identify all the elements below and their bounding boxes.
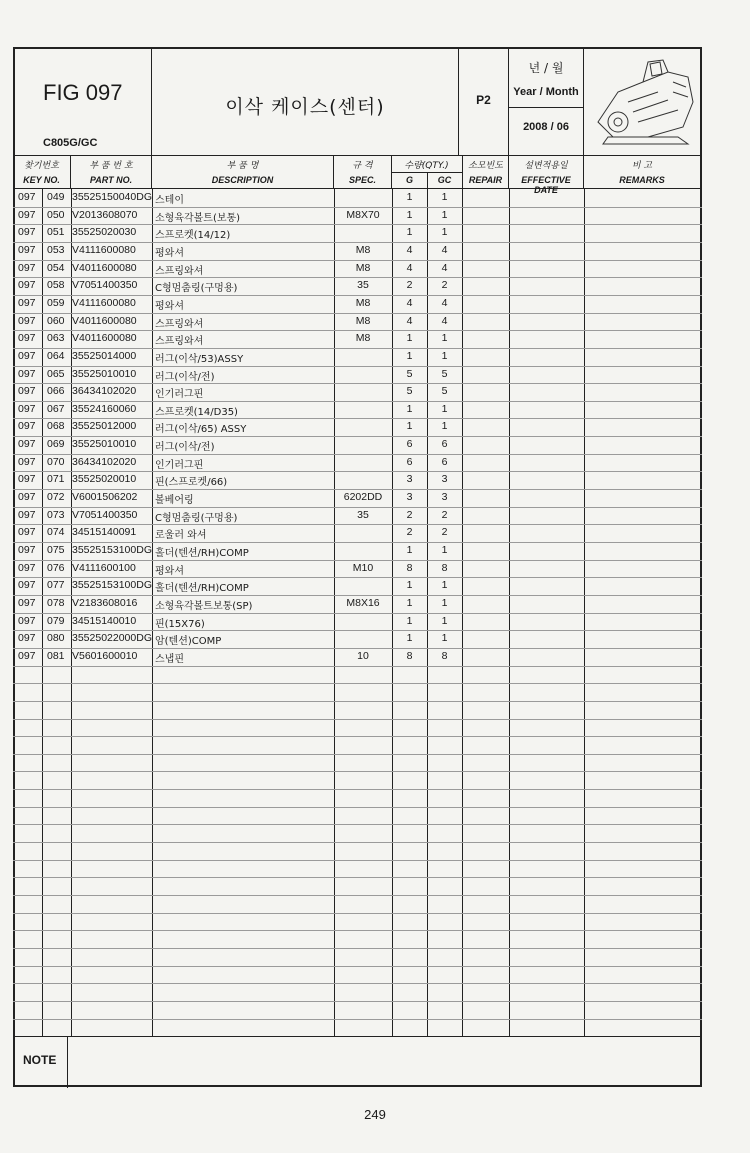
part-number-cell: V2013608070 bbox=[72, 208, 138, 221]
table-row bbox=[13, 507, 702, 525]
fig-number-cell: 097 bbox=[18, 526, 36, 539]
fig-number-cell: 097 bbox=[18, 191, 36, 203]
table-row bbox=[13, 366, 702, 384]
fig-number-cell: 097 bbox=[18, 208, 36, 221]
fig-number-cell: 097 bbox=[18, 314, 36, 327]
description-cell: 평와셔 bbox=[155, 300, 184, 312]
fig-number-cell: 097 bbox=[18, 332, 36, 345]
col-part-kr: 부 품 번 호 bbox=[89, 161, 133, 171]
col-repair-en: REPAIR bbox=[468, 175, 503, 185]
qty-g-cell: 1 bbox=[406, 420, 413, 433]
spec-cell: M10 bbox=[352, 561, 374, 574]
col-key bbox=[13, 156, 71, 188]
column-header bbox=[13, 155, 702, 195]
description-cell: 러그(이삭/65) ASSY bbox=[155, 424, 247, 436]
fig-number-cell: 097 bbox=[18, 473, 36, 486]
key-number-cell: 076 bbox=[47, 561, 65, 574]
fig-number-cell: 097 bbox=[18, 579, 36, 592]
fig-number-cell: 097 bbox=[18, 491, 36, 504]
page-title: 이삭 케이스(센터) bbox=[225, 96, 385, 118]
fig-number-cell: 097 bbox=[18, 349, 36, 362]
qty-g-cell: 1 bbox=[406, 614, 413, 627]
row-divider bbox=[13, 754, 702, 755]
part-number-cell: 34515140010 bbox=[72, 614, 137, 627]
qty-gc-cell: 1 bbox=[441, 596, 448, 609]
row-divider bbox=[13, 666, 702, 667]
row-divider bbox=[13, 1019, 702, 1020]
fig-cell bbox=[13, 47, 152, 155]
fig-number-cell: 097 bbox=[18, 367, 36, 380]
row-divider bbox=[13, 736, 702, 737]
part-number-cell: V2183608016 bbox=[72, 596, 138, 609]
qty-g-cell: 6 bbox=[406, 438, 413, 451]
part-number-cell: V6001506202 bbox=[72, 491, 138, 504]
qty-g-cell: 2 bbox=[406, 526, 413, 539]
figure-number: FIG 097 bbox=[43, 80, 123, 105]
description-cell: 로울러 와셔 bbox=[155, 530, 207, 542]
description-cell: 러그(이삭/전) bbox=[155, 371, 215, 383]
description-cell: 핀(스프로켓/66) bbox=[155, 477, 228, 489]
part-number-cell: 35525012000 bbox=[72, 420, 137, 433]
spec-cell: M8 bbox=[355, 314, 371, 327]
fig-number-cell: 097 bbox=[18, 296, 36, 309]
key-number-cell: 060 bbox=[47, 314, 65, 327]
table-row bbox=[13, 595, 702, 613]
spec-cell: 10 bbox=[357, 649, 369, 662]
key-number-cell: 078 bbox=[47, 596, 65, 609]
model-name: C805G/GC bbox=[43, 137, 98, 149]
fig-number-cell: 097 bbox=[18, 261, 36, 274]
part-number-cell: V4011600080 bbox=[72, 261, 137, 274]
table-row bbox=[13, 613, 702, 631]
description-cell: 평와셔 bbox=[155, 247, 184, 259]
col-eff-en: EFFECTIVE DATE bbox=[521, 175, 571, 195]
qty-gc-cell: 3 bbox=[441, 473, 448, 486]
description-cell: 스프링와셔 bbox=[155, 336, 204, 348]
qty-g-cell: 5 bbox=[406, 367, 413, 380]
col-qty-kr: 수량(QTY.) bbox=[404, 161, 449, 171]
qty-g-cell: 4 bbox=[406, 314, 413, 327]
table-row bbox=[13, 648, 702, 666]
description-cell: C형멈춤링(구멍용) bbox=[155, 512, 238, 524]
row-divider bbox=[13, 948, 702, 949]
col-desc-en: DESCRIPTION bbox=[211, 175, 274, 185]
qty-gc-cell: 1 bbox=[441, 208, 448, 221]
spec-cell: 6202DD bbox=[343, 491, 383, 504]
qty-gc-cell: 1 bbox=[441, 544, 448, 556]
qty-g-cell: 3 bbox=[406, 491, 413, 504]
table-row bbox=[13, 383, 702, 401]
qty-g-cell: 2 bbox=[406, 508, 413, 521]
qty-gc-cell: 6 bbox=[441, 438, 448, 451]
page-number: 249 bbox=[364, 1107, 386, 1122]
description-cell: 스프링와셔 bbox=[155, 318, 204, 330]
qty-g-cell: 2 bbox=[406, 279, 413, 292]
qty-g-cell: 1 bbox=[406, 402, 413, 415]
col-effective bbox=[509, 156, 584, 195]
table-row bbox=[13, 436, 702, 454]
qty-gc-cell: 4 bbox=[441, 261, 448, 274]
row-divider bbox=[13, 842, 702, 843]
col-spec-kr: 규 격 bbox=[352, 161, 373, 171]
fig-number-cell: 097 bbox=[18, 226, 36, 239]
key-number-cell: 080 bbox=[47, 632, 65, 645]
key-number-cell: 070 bbox=[47, 455, 65, 468]
col-part-en: PART NO. bbox=[89, 175, 133, 185]
qty-g-cell: 1 bbox=[406, 349, 413, 362]
key-number-cell: 050 bbox=[47, 208, 65, 221]
part-number-cell: 35525153100DG bbox=[72, 579, 152, 592]
fig-number-cell: 097 bbox=[18, 632, 36, 645]
key-number-cell: 081 bbox=[47, 649, 65, 662]
qty-gc-cell: 4 bbox=[441, 243, 448, 256]
description-cell: 스프로켓(14/D35) bbox=[155, 406, 238, 418]
part-number-cell: 35525022000DG bbox=[72, 632, 152, 645]
col-rem-en: REMARKS bbox=[619, 175, 665, 185]
part-number-cell: 35525150040DG bbox=[72, 191, 152, 203]
qty-gc-cell: 1 bbox=[441, 349, 448, 362]
qty-g-cell: 1 bbox=[406, 191, 413, 203]
description-cell: 핀(15X76) bbox=[155, 618, 205, 630]
note-divider bbox=[67, 1037, 68, 1088]
qty-g-cell: 4 bbox=[406, 243, 413, 256]
table-row bbox=[13, 224, 702, 242]
part-number-cell: 35525010010 bbox=[72, 438, 137, 451]
key-number-cell: 069 bbox=[47, 438, 65, 451]
col-g: G bbox=[405, 175, 413, 185]
qty-gc-cell: 3 bbox=[441, 491, 448, 504]
key-number-cell: 079 bbox=[47, 614, 65, 627]
part-number-cell: V5601600010 bbox=[72, 649, 138, 662]
table-row bbox=[13, 418, 702, 436]
key-number-cell: 051 bbox=[47, 226, 65, 239]
table-row bbox=[13, 401, 702, 419]
col-key-en: KEY NO. bbox=[23, 175, 60, 185]
fig-number-cell: 097 bbox=[18, 279, 36, 292]
table-row bbox=[13, 295, 702, 313]
qty-gc-cell: 2 bbox=[441, 279, 448, 292]
col-gc: GC bbox=[437, 175, 452, 185]
row-divider bbox=[13, 1001, 702, 1002]
row-divider bbox=[13, 913, 702, 914]
col-desc-kr: 부 품 명 bbox=[226, 161, 259, 171]
spec-cell: 35 bbox=[357, 508, 369, 521]
key-number-cell: 054 bbox=[47, 261, 65, 274]
qty-g-cell: 1 bbox=[406, 579, 413, 592]
issue-date: 2008 / 06 bbox=[523, 121, 569, 133]
table-row bbox=[13, 260, 702, 278]
description-cell: 볼베어링 bbox=[155, 495, 194, 507]
description-cell: 러그(이삭/53)ASSY bbox=[155, 353, 244, 365]
part-number-cell: 36434102020 bbox=[72, 455, 137, 468]
description-cell: C형멈춤링(구멍용) bbox=[155, 283, 238, 295]
qty-gc-cell: 1 bbox=[441, 614, 448, 627]
description-cell: 스테이 bbox=[155, 195, 184, 206]
row-divider bbox=[13, 807, 702, 808]
qty-g-cell: 1 bbox=[406, 544, 413, 556]
description-cell: 암(텐션)COMP bbox=[155, 636, 222, 648]
description-cell: 스프링와셔 bbox=[155, 265, 204, 277]
date-divider bbox=[509, 107, 583, 108]
table-row bbox=[13, 489, 702, 507]
note-section bbox=[13, 1036, 702, 1088]
key-number-cell: 067 bbox=[47, 402, 65, 415]
part-number-cell: 35524160060 bbox=[72, 402, 137, 415]
qty-g-cell: 8 bbox=[406, 561, 413, 574]
col-desc bbox=[152, 156, 334, 188]
part-number-cell: 35525010010 bbox=[72, 367, 137, 380]
part-number-cell: 35525020010 bbox=[72, 473, 137, 486]
col-spec bbox=[334, 156, 392, 188]
fig-number-cell: 097 bbox=[18, 402, 36, 415]
row-divider bbox=[13, 930, 702, 931]
description-cell: 평와셔 bbox=[155, 565, 184, 577]
fig-number-cell: 097 bbox=[18, 544, 36, 556]
description-cell: 러그(이삭/전) bbox=[155, 442, 215, 454]
key-number-cell: 073 bbox=[47, 508, 65, 521]
qty-g-cell: 3 bbox=[406, 473, 413, 486]
col-remarks bbox=[584, 156, 700, 188]
fig-number-cell: 097 bbox=[18, 385, 36, 398]
header-block bbox=[13, 47, 702, 155]
description-cell: 홀더(텐션/RH)COMP bbox=[155, 583, 249, 595]
col-part bbox=[71, 156, 152, 188]
qty-gc-cell: 1 bbox=[441, 420, 448, 433]
qty-g-cell: 1 bbox=[406, 632, 413, 645]
row-divider bbox=[13, 719, 702, 720]
key-number-cell: 077 bbox=[47, 579, 65, 592]
spec-cell: M8X16 bbox=[346, 596, 380, 609]
qty-gc-cell: 1 bbox=[441, 632, 448, 645]
spec-cell: M8 bbox=[355, 243, 371, 256]
qty-g-cell: 1 bbox=[406, 332, 413, 345]
description-cell: 인기러그핀 bbox=[155, 459, 204, 471]
part-number-cell: 35525153100DG bbox=[72, 544, 152, 556]
spec-cell: 35 bbox=[357, 279, 369, 292]
key-number-cell: 049 bbox=[47, 191, 65, 203]
row-divider bbox=[13, 683, 702, 684]
table-row bbox=[13, 524, 702, 542]
col-rem-kr: 비 고 bbox=[631, 161, 653, 171]
spec-cell: M8 bbox=[355, 261, 371, 274]
row-divider bbox=[13, 789, 702, 790]
qty-g-cell: 5 bbox=[406, 385, 413, 398]
combine-harvester-illustration bbox=[588, 52, 700, 150]
qty-g-cell: 4 bbox=[406, 261, 413, 274]
qty-gc-cell: 5 bbox=[441, 367, 448, 380]
fig-number-cell: 097 bbox=[18, 596, 36, 609]
part-number-cell: V4111600080 bbox=[72, 243, 136, 256]
qty-gc-cell: 2 bbox=[441, 508, 448, 521]
row-divider bbox=[13, 860, 702, 861]
fig-number-cell: 097 bbox=[18, 614, 36, 627]
note-label: NOTE bbox=[23, 1053, 57, 1067]
col-repair-kr: 소모빈도 bbox=[468, 161, 503, 171]
table-row bbox=[13, 189, 702, 207]
description-cell: 인기러그핀 bbox=[155, 389, 204, 401]
part-number-cell: V7051400350 bbox=[72, 279, 138, 292]
fig-number-cell: 097 bbox=[18, 438, 36, 451]
row-divider bbox=[13, 701, 702, 702]
qty-gc-cell: 2 bbox=[441, 526, 448, 539]
qty-gc-cell: 5 bbox=[441, 385, 448, 398]
col-repair bbox=[462, 156, 509, 188]
parts-table bbox=[13, 189, 702, 1036]
fig-number-cell: 097 bbox=[18, 420, 36, 433]
year-month-en: Year / Month bbox=[513, 86, 579, 98]
qty-gc-cell: 1 bbox=[441, 402, 448, 415]
qty-g-cell: 1 bbox=[406, 226, 413, 239]
fig-number-cell: 097 bbox=[18, 455, 36, 468]
row-divider bbox=[13, 771, 702, 772]
fig-number-cell: 097 bbox=[18, 243, 36, 256]
qty-gc-cell: 4 bbox=[441, 296, 448, 309]
qty-gc-cell: 6 bbox=[441, 455, 448, 468]
row-divider bbox=[13, 895, 702, 896]
key-number-cell: 064 bbox=[47, 349, 65, 362]
key-number-cell: 065 bbox=[47, 367, 65, 380]
key-number-cell: 071 bbox=[47, 473, 65, 486]
table-row bbox=[13, 242, 702, 260]
key-number-cell: 068 bbox=[47, 420, 65, 433]
table-row bbox=[13, 207, 702, 225]
table-row bbox=[13, 542, 702, 560]
table-row bbox=[13, 471, 702, 489]
spec-cell: M8 bbox=[355, 332, 371, 345]
spec-cell: M8 bbox=[355, 296, 371, 309]
page-code-cell bbox=[459, 47, 509, 155]
description-cell: 스냅핀 bbox=[155, 653, 184, 665]
part-number-cell: 36434102020 bbox=[72, 385, 137, 398]
key-number-cell: 059 bbox=[47, 296, 65, 309]
col-eff-kr: 설변적용일 bbox=[524, 161, 568, 171]
qty-g-cell: 8 bbox=[406, 649, 413, 662]
table-row bbox=[13, 454, 702, 472]
key-number-cell: 075 bbox=[47, 544, 65, 556]
row-divider bbox=[13, 966, 702, 967]
qty-gc-cell: 8 bbox=[441, 561, 448, 574]
part-number-cell: 35525014000 bbox=[72, 349, 137, 362]
spec-cell: M8X70 bbox=[346, 208, 380, 221]
part-number-cell: V4111600100 bbox=[72, 561, 136, 574]
description-cell: 소형육각볼트(보통) bbox=[155, 212, 241, 224]
part-number-cell: V4011600080 bbox=[72, 314, 137, 327]
row-divider bbox=[13, 983, 702, 984]
qty-gc-cell: 1 bbox=[441, 191, 448, 203]
key-number-cell: 074 bbox=[47, 526, 65, 539]
title-cell bbox=[152, 47, 459, 155]
fig-number-cell: 097 bbox=[18, 649, 36, 662]
qty-g-cell: 6 bbox=[406, 455, 413, 468]
table-row bbox=[13, 630, 702, 648]
part-number-cell: V4111600080 bbox=[72, 296, 136, 309]
key-number-cell: 066 bbox=[47, 385, 65, 398]
part-number-cell: V4011600080 bbox=[72, 332, 137, 345]
col-key-kr: 찾기번호 bbox=[24, 161, 59, 171]
row-divider bbox=[13, 824, 702, 825]
col-spec-en: SPEC. bbox=[348, 175, 376, 185]
description-cell: 스프로켓(14/12) bbox=[155, 230, 231, 242]
qty-g-cell: 4 bbox=[406, 296, 413, 309]
key-number-cell: 063 bbox=[47, 332, 65, 345]
description-cell: 홀더(텐션/RH)COMP bbox=[155, 548, 249, 559]
qty-g-cell: 1 bbox=[406, 596, 413, 609]
description-cell: 소형육각볼트보통(SP) bbox=[155, 600, 253, 612]
key-number-cell: 072 bbox=[47, 491, 65, 504]
page-code: P2 bbox=[476, 93, 491, 107]
key-number-cell: 053 bbox=[47, 243, 65, 256]
part-number-cell: 34515140091 bbox=[72, 526, 137, 539]
qty-gc-cell: 1 bbox=[441, 332, 448, 345]
table-row bbox=[13, 277, 702, 295]
row-divider bbox=[13, 877, 702, 878]
qty-gc-cell: 4 bbox=[441, 314, 448, 327]
table-row bbox=[13, 560, 702, 578]
key-number-cell: 058 bbox=[47, 279, 65, 292]
qty-g-cell: 1 bbox=[406, 208, 413, 221]
qty-gc-cell: 8 bbox=[441, 649, 448, 662]
part-number-cell: V7051400350 bbox=[72, 508, 138, 521]
table-row bbox=[13, 330, 702, 348]
qty-gc-cell: 1 bbox=[441, 226, 448, 239]
fig-number-cell: 097 bbox=[18, 561, 36, 574]
table-row bbox=[13, 313, 702, 331]
year-month-kr: 년 / 월 bbox=[528, 61, 564, 75]
fig-number-cell: 097 bbox=[18, 508, 36, 521]
table-row bbox=[13, 348, 702, 366]
part-number-cell: 35525020030 bbox=[72, 226, 137, 239]
table-row bbox=[13, 577, 702, 595]
qty-gc-cell: 1 bbox=[441, 579, 448, 592]
date-cell bbox=[509, 47, 584, 155]
